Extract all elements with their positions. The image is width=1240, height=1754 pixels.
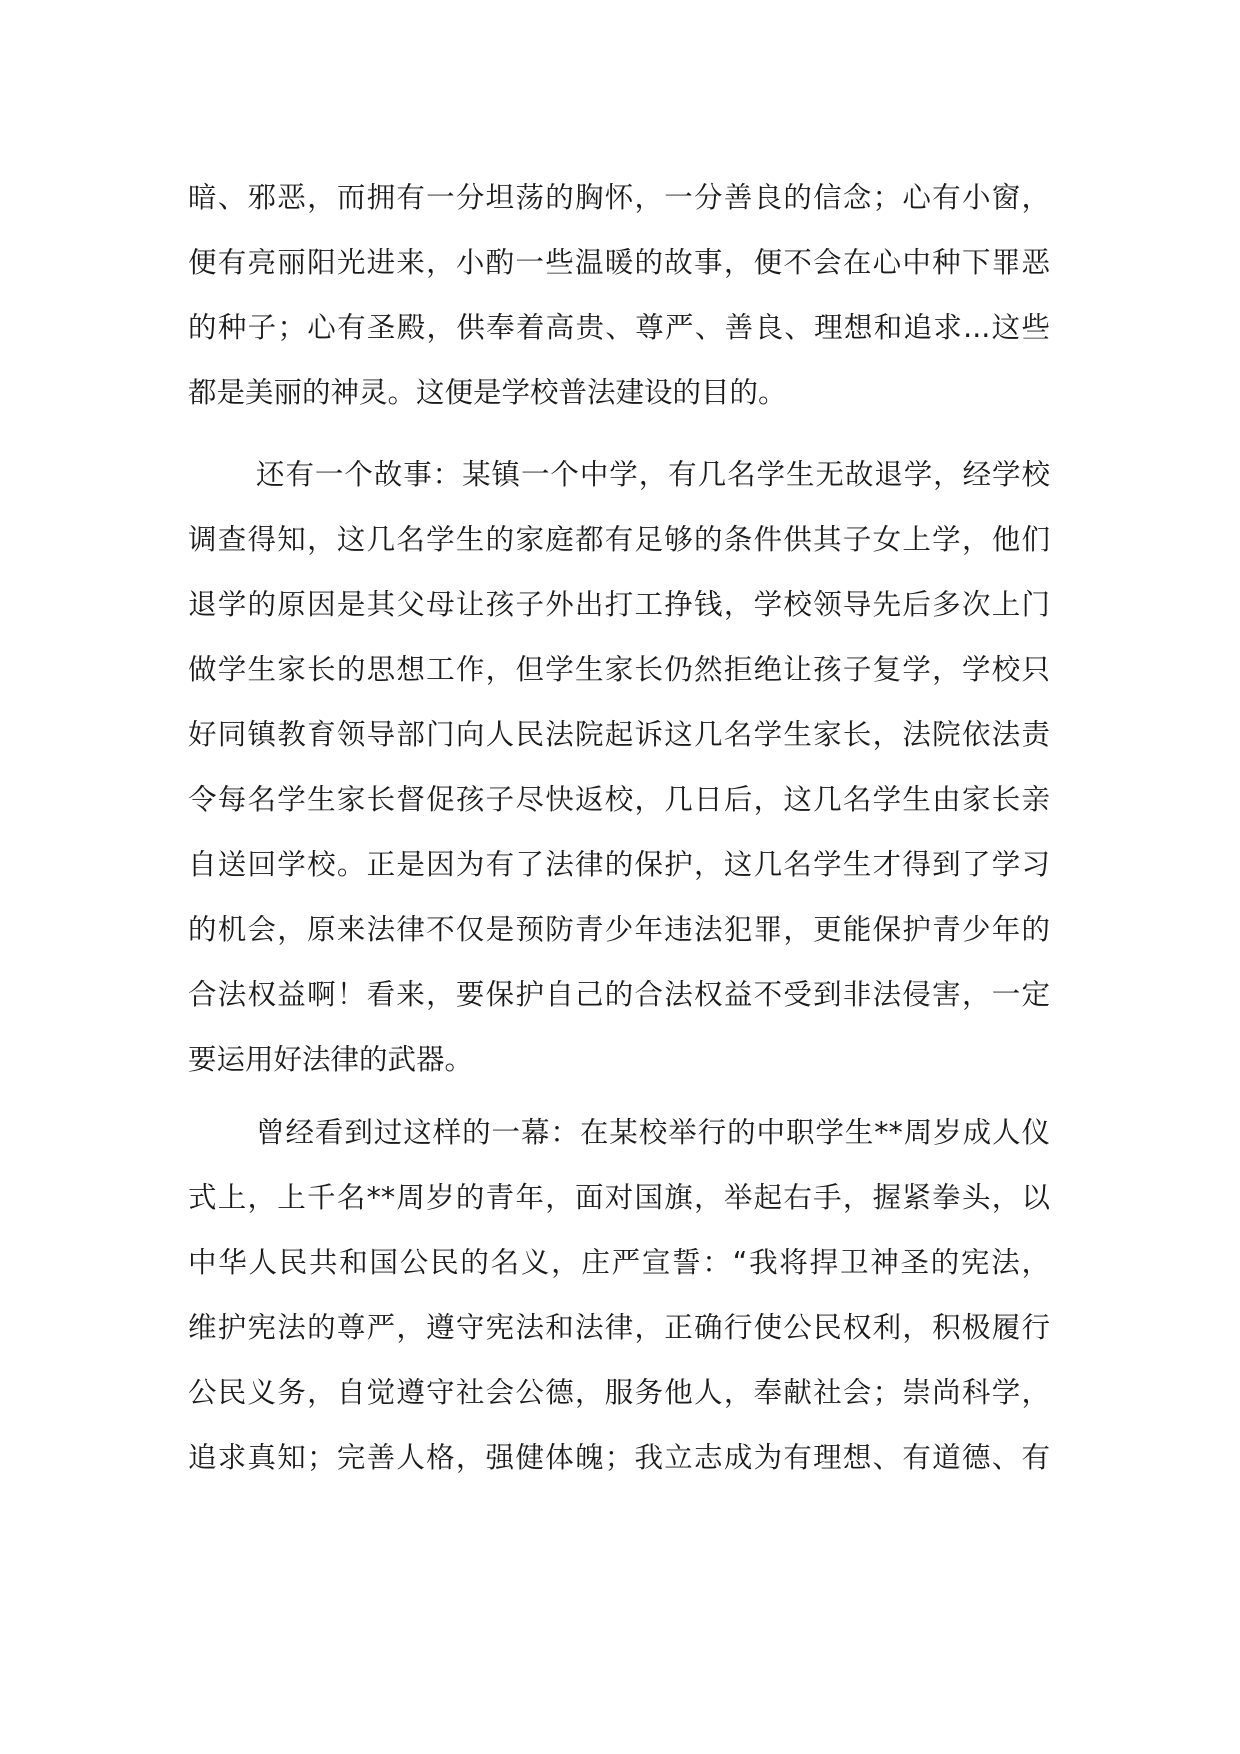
paragraph-line: 追求真知；完善人格，强健体魄；我立志成为有理想、有道德、有 (188, 1441, 1050, 1474)
paragraph-2 (188, 442, 1050, 1092)
paragraph-line: 中华人民共和国公民的名义，庄严宣誓：“我将捍卫神圣的宪法， (188, 1246, 1050, 1279)
paragraph-line: 暗、邪恶，而拥有一分坦荡的胸怀，一分善良的信念；心有小窗， (188, 181, 1050, 214)
paragraph-line: 便有亮丽阳光进来，小酌一些温暖的故事，便不会在心中种下罪恶 (188, 246, 1050, 279)
paragraph-line: 都是美丽的神灵。这便是学校普法建设的目的。 (188, 376, 787, 409)
paragraph-line: 要运用好法律的武器。 (188, 1043, 474, 1076)
paragraph-line: 还有一个故事：某镇一个中学，有几名学生无故退学，经学校 (256, 458, 1050, 491)
paragraph-line: 调查得知，这几名学生的家庭都有足够的条件供其子女上学，他们 (188, 523, 1050, 556)
paragraph-line: 的机会，原来法律不仅是预防青少年违法犯罪，更能保护青少年的 (188, 913, 1050, 946)
paragraph-1 (188, 165, 1050, 425)
paragraph-line: 维护宪法的尊严，遵守宪法和法律，正确行使公民权利，积极履行 (188, 1311, 1050, 1344)
paragraph-line: 曾经看到过这样的一幕：在某校举行的中职学生**周岁成人仪 (256, 1116, 1050, 1149)
paragraph-line: 的种子；心有圣殿，供奉着高贵、尊严、善良、理想和追求...这些 (188, 311, 1050, 344)
paragraph-line: 自送回学校。正是因为有了法律的保护，这几名学生才得到了学习 (188, 848, 1050, 881)
paragraph-line: 退学的原因是其父母让孩子外出打工挣钱，学校领导先后多次上门 (188, 588, 1050, 621)
paragraph-line: 合法权益啊！看来，要保护自己的合法权益不受到非法侵害，一定 (188, 978, 1050, 1011)
paragraph-line: 好同镇教育领导部门向人民法院起诉这几名学生家长，法院依法责 (188, 718, 1050, 751)
paragraph-line: 做学生家长的思想工作，但学生家长仍然拒绝让孩子复学，学校只 (188, 653, 1050, 686)
paragraph-3 (188, 1100, 1050, 1490)
paragraph-line: 式上，上千名**周岁的青年，面对国旗，举起右手，握紧拳头，以 (188, 1181, 1050, 1214)
paragraph-line: 令每名学生家长督促孩子尽快返校，几日后，这几名学生由家长亲 (188, 783, 1050, 816)
paragraph-line: 公民义务，自觉遵守社会公德，服务他人，奉献社会；崇尚科学， (188, 1376, 1050, 1409)
